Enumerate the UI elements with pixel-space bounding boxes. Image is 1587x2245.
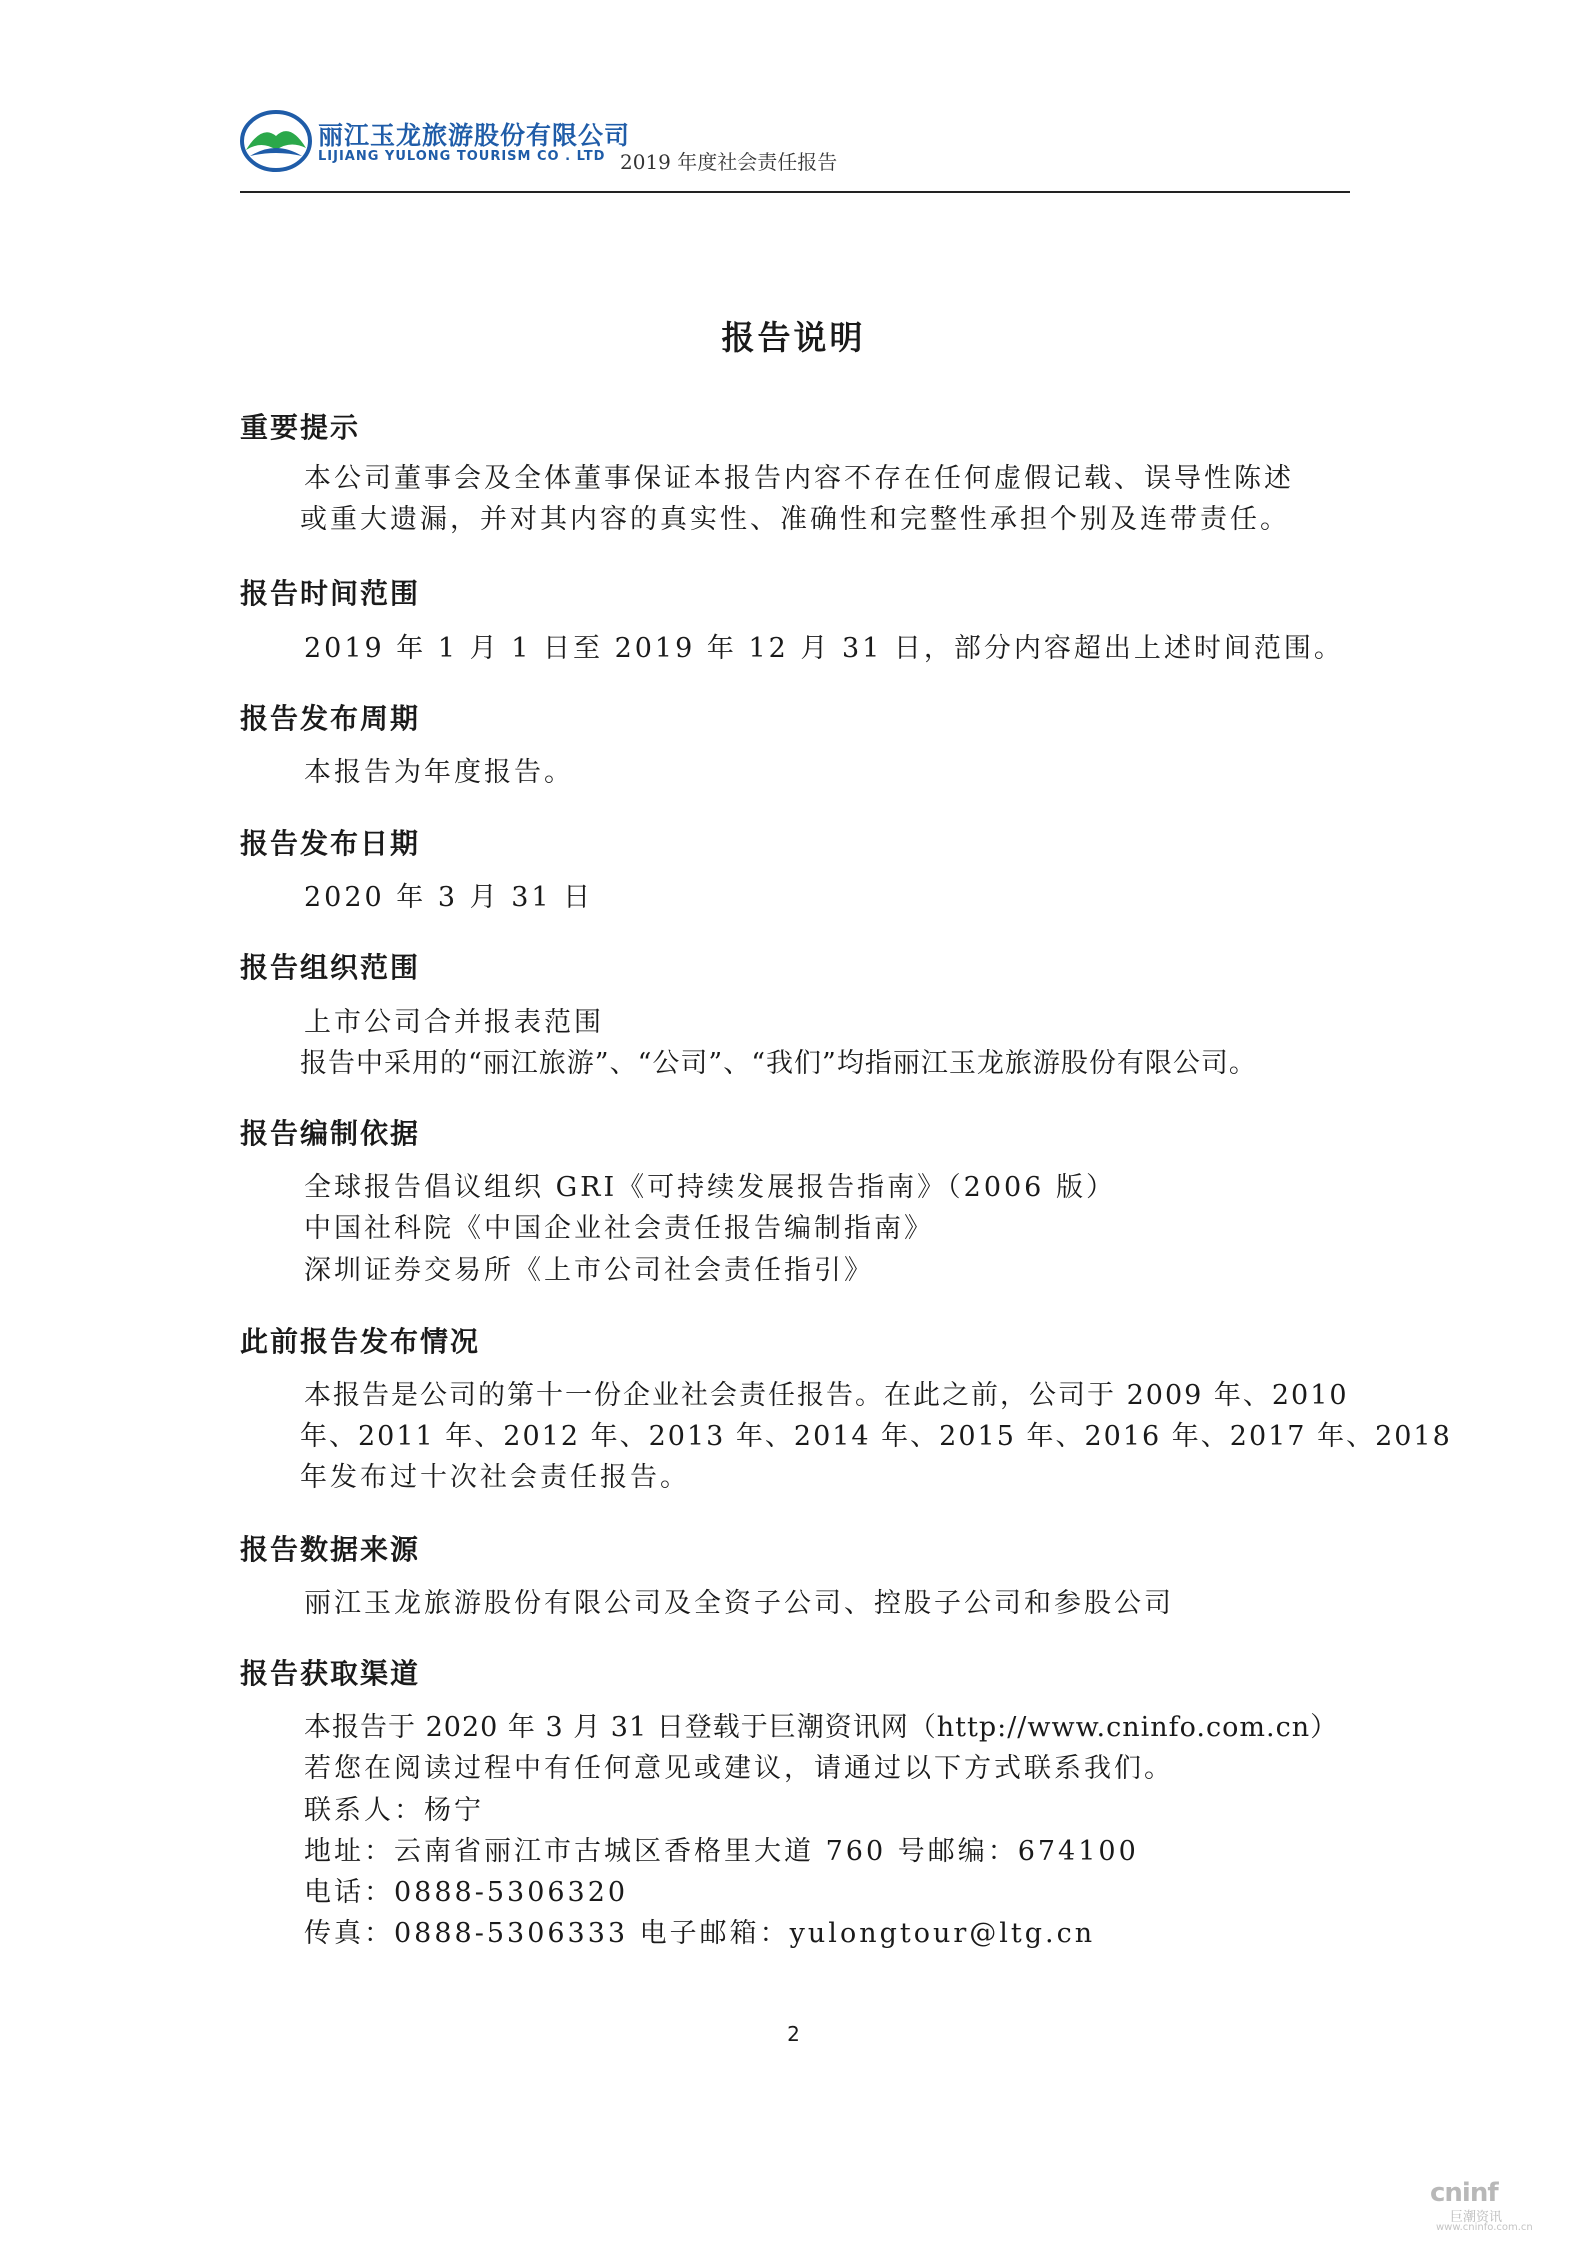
section-heading-scope: 报告组织范围: [240, 951, 421, 984]
page-header: [240, 108, 1350, 190]
scope-line-1: 上市公司合并报表范围: [304, 1007, 604, 1038]
scope-line-2: 报告中采用的“丽江旅游”、“公司”、“我们”均指丽江玉龙旅游股份有限公司。: [300, 1048, 1257, 1079]
previous-line-3: 年发布过十次社会责任报告。: [300, 1462, 690, 1493]
source-line-1: 丽江玉龙旅游股份有限公司及全资子公司、控股子公司和参股公司: [304, 1588, 1174, 1619]
contact-fax-email: 传真：0888-5306333 电子邮箱：yulongtour@ltg.cn: [304, 1918, 1096, 1949]
important-line-2: 或重大遗漏，并对其内容的真实性、准确性和完整性承担个别及连带责任。: [300, 504, 1290, 535]
cycle-line-1: 本报告为年度报告。: [304, 757, 574, 788]
previous-line-1: 本报告是公司的第十一份企业社会责任报告。在此之前，公司于 2009 年、2010: [304, 1380, 1349, 1411]
section-heading-important: 重要提示: [240, 411, 361, 444]
date-line-1: 2020 年 3 月 31 日: [304, 882, 594, 913]
watermark-brand: cninf: [1430, 2178, 1498, 2208]
period-line-1: 2019 年 1 月 1 日至 2019 年 12 月 31 日，部分内容超出上述时间范围。: [304, 633, 1344, 664]
company-name-cn: 丽江玉龙旅游股份有限公司: [318, 121, 631, 150]
contact-address: 地址：云南省丽江市古城区香格里大道 760 号邮编：674100: [304, 1836, 1139, 1867]
important-line-1: 本公司董事会及全体董事保证本报告内容不存在任何虚假记载、误导性陈述: [304, 463, 1294, 494]
watermark-cn: 巨潮资讯: [1450, 2210, 1503, 2225]
access-line-2: 若您在阅读过程中有任何意见或建议，请通过以下方式联系我们。: [304, 1753, 1174, 1784]
section-heading-period: 报告时间范围: [240, 577, 421, 610]
access-line-1: 本报告于 2020 年 3 月 31 日登载于巨潮资讯网（http://www.cninfo.com.cn）: [304, 1712, 1339, 1743]
section-heading-previous: 此前报告发布情况: [240, 1325, 481, 1358]
section-heading-basis: 报告编制依据: [240, 1117, 421, 1150]
company-name-en: LIJIANG YULONG TOURISM CO . LTD: [318, 149, 606, 164]
page-title: 报告说明: [721, 318, 866, 357]
company-logo-icon: [240, 110, 312, 172]
basis-line-3: 深圳证券交易所《上市公司社会责任指引》: [304, 1255, 874, 1286]
page-number: 2: [787, 2022, 800, 2046]
basis-line-2: 中国社科院《中国企业社会责任报告编制指南》: [304, 1213, 934, 1244]
section-heading-cycle: 报告发布周期: [240, 702, 421, 735]
section-heading-source: 报告数据来源: [240, 1533, 421, 1566]
report-title: 2019 年度社会责任报告: [620, 150, 838, 174]
section-heading-access: 报告获取渠道: [240, 1657, 421, 1690]
header-divider: [240, 191, 1350, 193]
basis-line-1: 全球报告倡议组织 GRI《可持续发展报告指南》（2006 版）: [304, 1172, 1116, 1203]
cninfo-watermark: [1430, 2178, 1550, 2233]
contact-person: 联系人：杨宁: [304, 1795, 484, 1826]
previous-line-2: 年、2011 年、2012 年、2013 年、2014 年、2015 年、2016 年、2017 年、2018: [300, 1421, 1452, 1452]
watermark-url: www.cninfo.com.cn: [1436, 2222, 1533, 2233]
section-heading-date: 报告发布日期: [240, 827, 421, 860]
contact-phone: 电话：0888-5306320: [304, 1877, 629, 1908]
